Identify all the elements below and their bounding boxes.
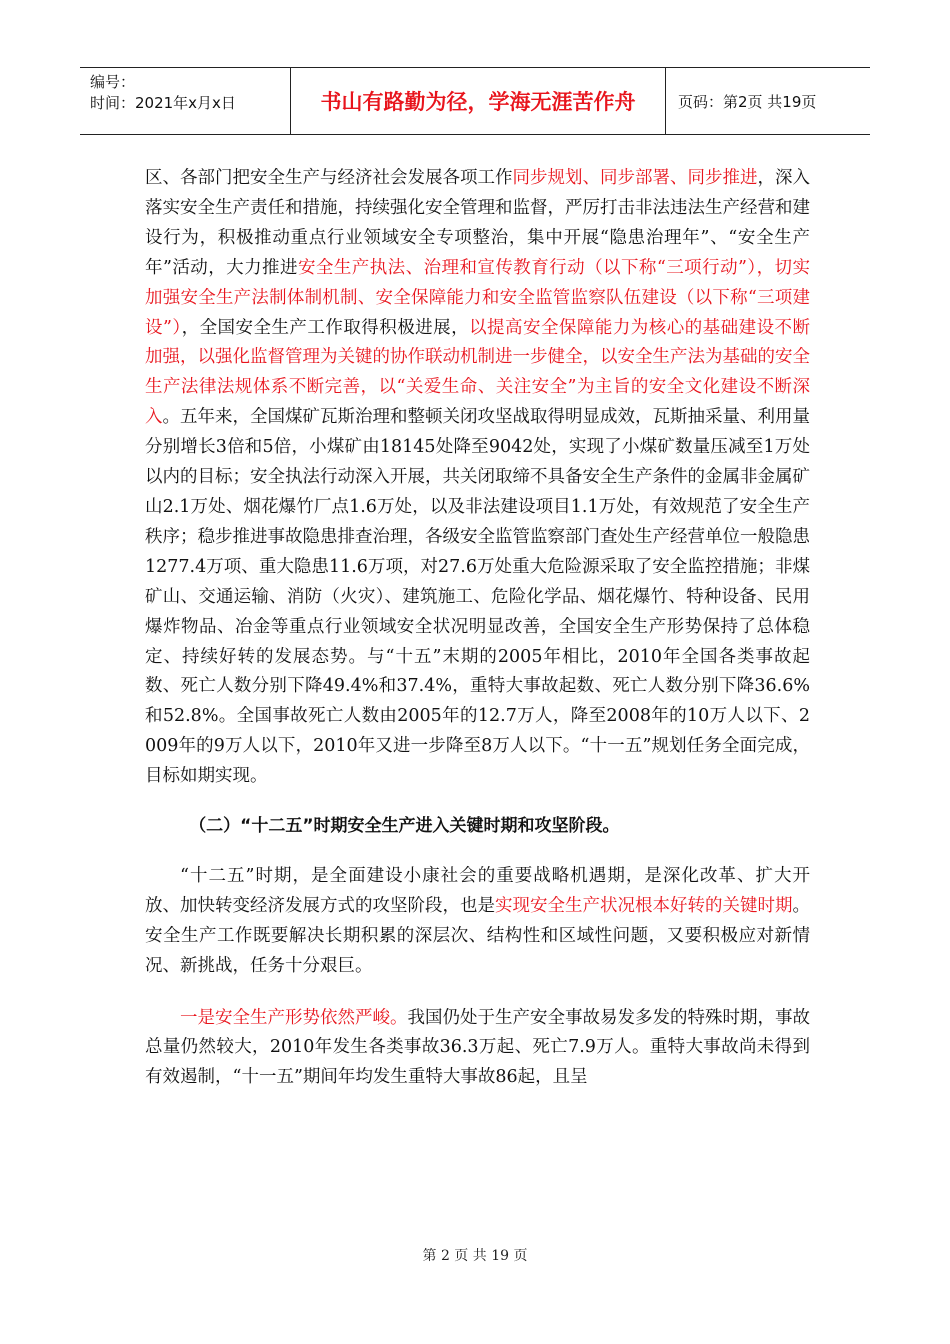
text-run: 我国仍处于生产安全事故易发多发的特殊时期，事故总量仍然较大，2010年发生各类事故36.3万起、死亡7.9万人。重特大事故尚未得到有效遏制，“十一五”期间年均发生重特大事故86起，且呈	[145, 1007, 810, 1088]
paragraph-2	[145, 862, 810, 982]
text-run: “十二五”时期，是全面建设小康社会的重要战略机遇期，是深化改革、扩大开放、加快转变经济发展方式的攻坚阶段，也是	[145, 865, 810, 916]
text-run: 。五年来，全国煤矿瓦斯治理和整顿关闭攻坚战取得明显成效，瓦斯抽采量、利用量分别增长3倍和5倍，小煤矿由18145处降至9042处，实现了小煤矿数量压减至1万处以内的目标；安全执法行动深入开展，共关闭取缔不具备安全生产条件的金属非金属矿山2.1万处、烟花爆竹厂点1.6万处，以及非法建设项目1.1万处，有效规范了安全生产秩序；稳步推进事故隐患排查治理，各级安全监管监察部门查处生产经营单位一般隐患1277.4万项、重大隐患11.6万项，对27.6万处重大危险源采取了安全监控措施；非煤矿山、交通运输、消防（火灾）、建筑施工、危险化学品、烟花爆竹、特种设备、民用爆炸物品、冶金等重点行业领域安全状况明显改善，全国安全生产形势保持了总体稳定、持续好转的发展态势。与“十五”末期的2005年相比，2010年全国各类事故起数、死亡人数分别下降49.4%和37.4%，重特大事故起数、死亡人数分别下降36.6%和52.8%。全国事故死亡人数由2005年的12.7万人，降至2008年的10万人以下、2009年的9万人以下，2010年又进一步降至8万人以下。“十一五”规划任务全面完成，目标如期实现。	[145, 407, 810, 787]
header-page-number: 页码：第2页 共19页	[678, 92, 817, 111]
highlighted-text-run: 实现安全生产状况根本好转的关键时期	[495, 895, 793, 916]
header-meta	[80, 68, 291, 134]
page-header	[80, 67, 870, 135]
document-body	[145, 164, 810, 1093]
text-run: ，全国安全生产工作取得积极进展，	[181, 317, 470, 338]
paragraph-1	[145, 164, 810, 792]
highlighted-text-run: 同步规划、同步部署、同步推进	[512, 168, 758, 188]
page-footer: 第 2 页 共 19 页	[422, 1248, 528, 1264]
header-motto: 书山有路勤为径，学海无涯苦作舟	[291, 68, 666, 134]
text-run: 。安全生产工作既要解决长期积累的深层次、结构性和区域性问题，又要积极应对新情况、新挑战，任务十分艰巨。	[145, 895, 810, 976]
highlighted-text-run: 一是安全生产形势依然严峻。	[180, 1007, 408, 1028]
highlighted-text-run: 安全生产执法、治理和宣传教育行动（以下称“三项行动”），切实加强安全生产法制体制机制、安全保障能力和安全监管监察队伍建设（以下称“三项建设”）	[145, 257, 810, 338]
text-run: 区、各部门把安全生产与经济社会发展各项工作	[145, 168, 513, 188]
paragraph-3	[145, 1004, 810, 1094]
document-time-label: 时间：2021年x月x日	[90, 94, 236, 112]
text-run: ，深入落实安全生产责任和措施，持续强化安全管理和监督，严厉打击非法违法生产经营和建设行为，积极推动重点行业领域安全专项整治，集中开展“隐患治理年”、“安全生产年”活动，大力推进	[145, 168, 810, 278]
highlighted-text-run: 以提高安全保障能力为核心的基础建设不断加强，以强化监督管理为关键的协作联动机制进一步健全，以安全生产法为基础的安全生产法律法规体系不断完善，以“关爱生命、关注安全”为主旨的安全文化建设不断深入	[145, 317, 811, 428]
document-number-label: 编号：	[90, 73, 136, 91]
section-subheading: （二）“十二五”时期安全生产进入关键时期和攻坚阶段。	[189, 816, 620, 837]
